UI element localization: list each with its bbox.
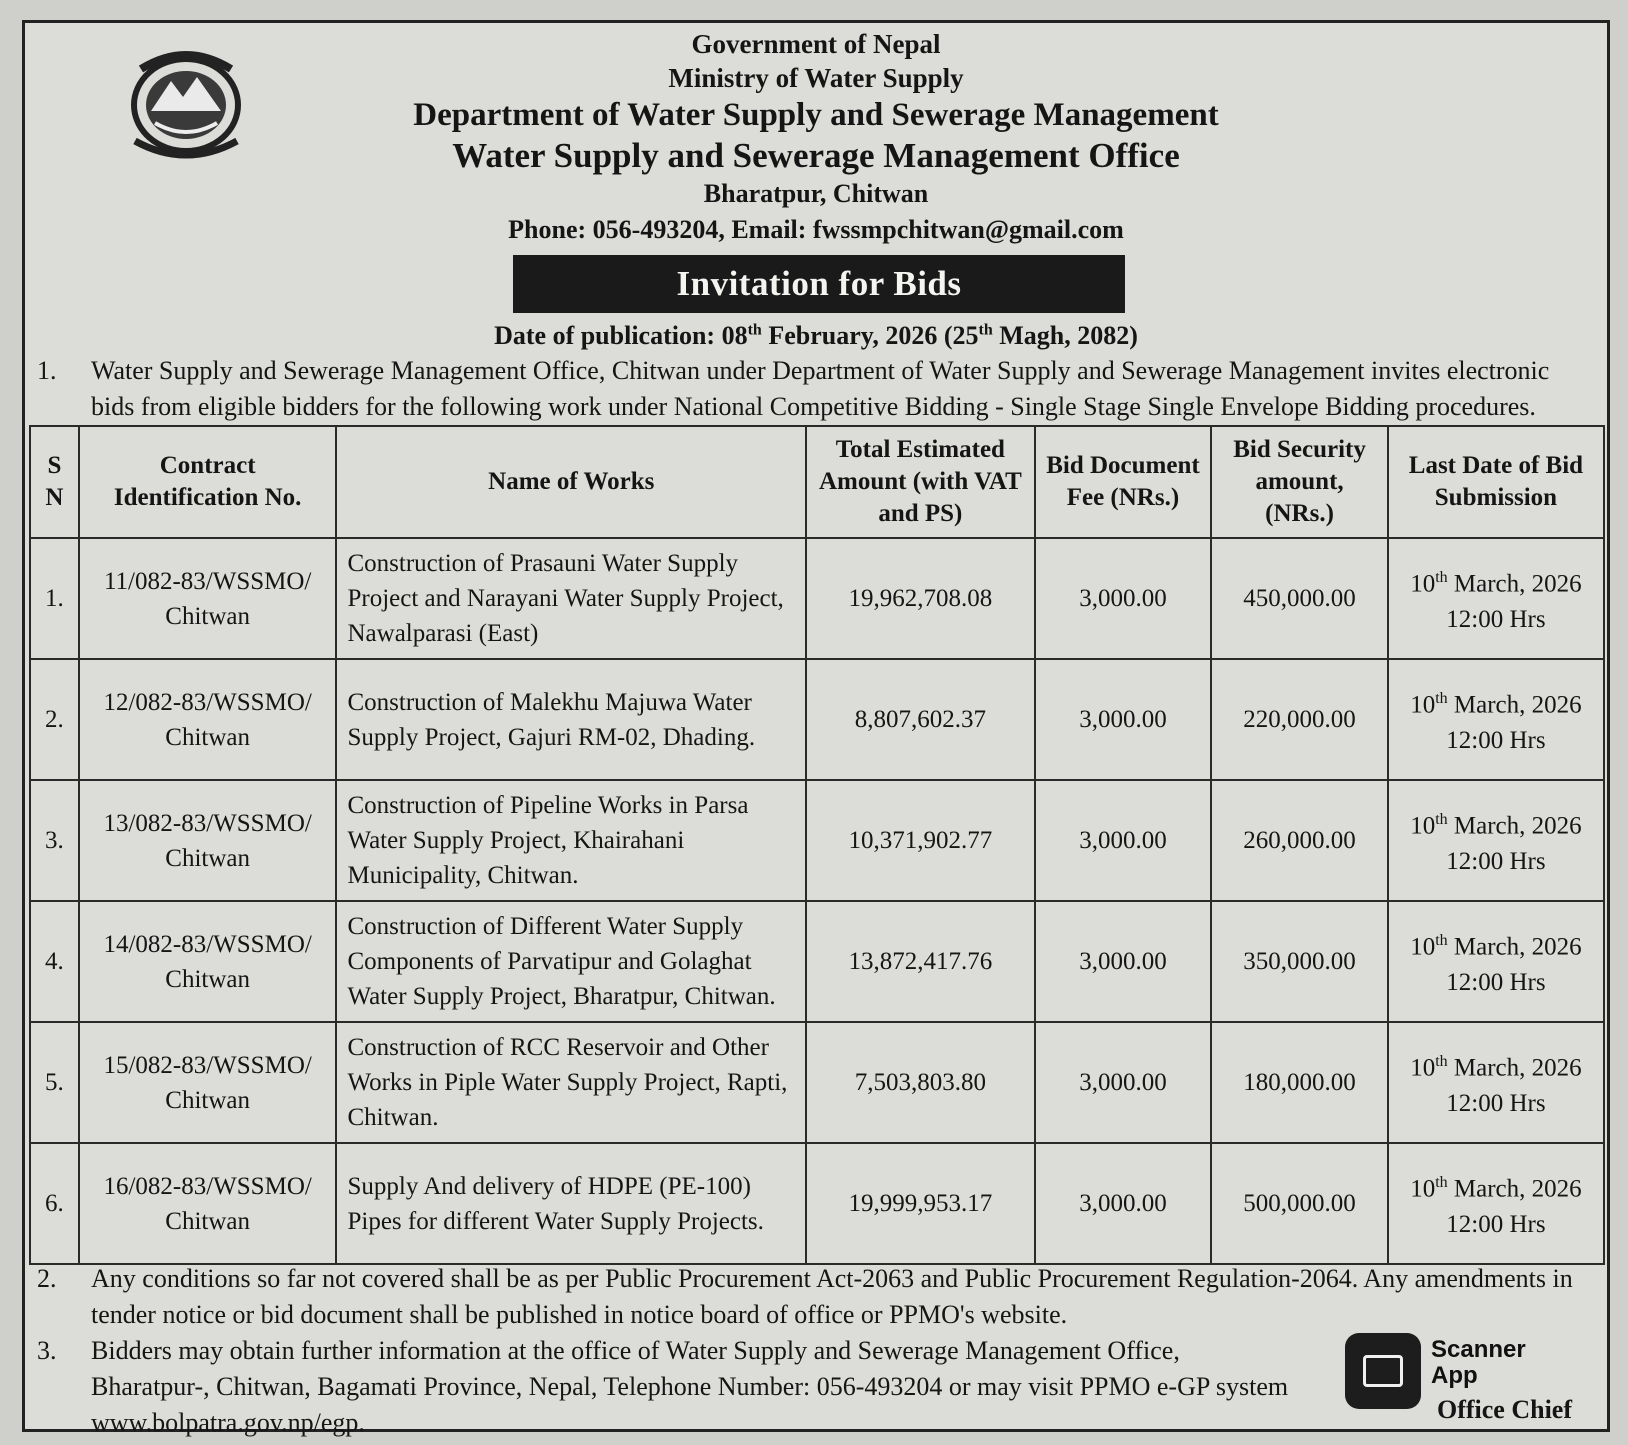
deadline-time: 12:00 Hrs [1446, 847, 1546, 875]
cell-contract-id: 11/082-83/WSSMO/ Chitwan [79, 538, 337, 659]
watermark-line-2: App [1431, 1362, 1478, 1389]
header-estimated-amount: Total Estimated Amount (with VAT and PS) [806, 426, 1035, 538]
paragraph-1 [37, 353, 1591, 425]
cell-estimated-amount: 19,999,953.17 [806, 1143, 1035, 1264]
cell-last-date [1388, 1022, 1604, 1143]
cell-sn: 3. [30, 780, 79, 901]
table-row [30, 780, 1604, 901]
publication-date: Date of publication: 08th February, 2026 (25th Magh, 2082) [494, 321, 1138, 350]
paragraph-number: 2. [37, 1264, 57, 1293]
cell-estimated-amount: 7,503,803.80 [806, 1022, 1035, 1143]
cell-estimated-amount: 13,872,417.76 [806, 901, 1035, 1022]
deadline-time: 12:00 Hrs [1446, 605, 1546, 633]
cell-contract-id: 12/082-83/WSSMO/ Chitwan [79, 659, 337, 780]
paragraph-2 [37, 1261, 1591, 1333]
cell-document-fee: 3,000.00 [1035, 659, 1212, 780]
cell-contract-id: 15/082-83/WSSMO/ Chitwan [79, 1022, 337, 1143]
scanner-app-icon [1345, 1333, 1421, 1409]
cell-last-date [1388, 780, 1604, 901]
table-row [30, 1022, 1604, 1143]
deadline-time: 12:00 Hrs [1446, 726, 1546, 754]
notice-title: Invitation for Bids [513, 255, 1125, 313]
cell-contract-id: 16/082-83/WSSMO/ Chitwan [79, 1143, 337, 1264]
table-header-row [30, 426, 1604, 538]
paragraph-text: Bidders may obtain further information at the office of Water Supply and Sewerage Management Office, Bharatpur-, Chitwan, Bagamati Province, Nepal, Telephone Number: 056-493204 or may visit PPMO e-GP system www.bolpatra.gov.np/egp. [91, 1336, 1289, 1437]
table-row [30, 659, 1604, 780]
table-row [30, 1143, 1604, 1264]
cell-document-fee: 3,000.00 [1035, 1022, 1212, 1143]
department-name: Department of Water Supply and Sewerage Management [413, 97, 1219, 133]
office-name: Water Supply and Sewerage Management Office [452, 136, 1180, 175]
cell-contract-id: 13/082-83/WSSMO/ Chitwan [79, 780, 337, 901]
paragraph-number: 1. [37, 356, 57, 385]
cell-document-fee: 3,000.00 [1035, 1143, 1212, 1264]
header-bid-security: Bid Security amount, (NRs.) [1211, 426, 1388, 538]
cell-name-of-works: Supply And delivery of HDPE (PE-100) Pipes for different Water Supply Projects. [336, 1143, 806, 1264]
cell-document-fee: 3,000.00 [1035, 538, 1212, 659]
cell-bid-security: 260,000.00 [1211, 780, 1388, 901]
cell-sn: 5. [30, 1022, 79, 1143]
office-location: Bharatpur, Chitwan [703, 179, 929, 208]
cell-bid-security: 350,000.00 [1211, 901, 1388, 1022]
deadline-date: 10th March, 2026 [1410, 811, 1582, 840]
cell-name-of-works: Construction of Pipeline Works in Parsa Water Supply Project, Khairahani Municipality, Chitwan. [336, 780, 806, 901]
header-contract-id: Contract Identification No. [79, 426, 337, 538]
cell-name-of-works: Construction of Prasauni Water Supply Project and Narayani Water Supply Project, Nawalparasi (East) [336, 538, 806, 659]
table-row [30, 538, 1604, 659]
cell-name-of-works: Construction of Different Water Supply Components of Parvatipur and Golaghat Water Supply Project, Bharatpur, Chitwan. [336, 901, 806, 1022]
scanner-app-watermark [1431, 1337, 1526, 1389]
header-sn: S N [30, 426, 79, 538]
cell-estimated-amount: 8,807,602.37 [806, 659, 1035, 780]
cell-name-of-works: Construction of Malekhu Majuwa Water Supply Project, Gajuri RM-02, Dhading. [336, 659, 806, 780]
cell-last-date [1388, 1143, 1604, 1264]
ministry-name: Ministry of Water Supply [668, 63, 964, 93]
cell-document-fee: 3,000.00 [1035, 780, 1212, 901]
cell-bid-security: 450,000.00 [1211, 538, 1388, 659]
cell-bid-security: 220,000.00 [1211, 659, 1388, 780]
cell-sn: 6. [30, 1143, 79, 1264]
deadline-time: 12:00 Hrs [1446, 968, 1546, 996]
paragraph-text: Water Supply and Sewerage Management Office, Chitwan under Department of Water Supply and Sewerage Management invites electronic bids from eligible bidders for the following work under National Competitive Bidding - Single Stage Single Envelope Bidding procedures. [91, 356, 1550, 421]
bids-table [29, 425, 1605, 1265]
deadline-date: 10th March, 2026 [1410, 1053, 1582, 1082]
cell-bid-security: 500,000.00 [1211, 1143, 1388, 1264]
cell-last-date [1388, 901, 1604, 1022]
table-row [30, 901, 1604, 1022]
paragraph-text: Any conditions so far not covered shall be as per Public Procurement Act-2063 and Public Procurement Regulation-2064. Any amendments in tender notice or bid document shall be published in notice board of office or PPMO's website. [91, 1264, 1573, 1329]
deadline-date: 10th March, 2026 [1410, 569, 1582, 598]
contact-line: Phone: 056-493204, Email: fwssmpchitwan@gmail.com [508, 215, 1124, 244]
cell-last-date [1388, 538, 1604, 659]
cell-document-fee: 3,000.00 [1035, 901, 1212, 1022]
cell-name-of-works: Construction of RCC Reservoir and Other Works in Piple Water Supply Project, Rapti, Chitwan. [336, 1022, 806, 1143]
deadline-time: 12:00 Hrs [1446, 1210, 1546, 1238]
govt-name: Government of Nepal [691, 29, 941, 59]
deadline-date: 10th March, 2026 [1410, 1174, 1582, 1203]
deadline-date: 10th March, 2026 [1410, 932, 1582, 961]
cell-contract-id: 14/082-83/WSSMO/ Chitwan [79, 901, 337, 1022]
header-document-fee: Bid Document Fee (NRs.) [1035, 426, 1212, 538]
header-name-of-works: Name of Works [336, 426, 806, 538]
signature-title: Office Chief [1437, 1395, 1573, 1424]
watermark-line-1: Scanner [1431, 1336, 1526, 1363]
cell-last-date [1388, 659, 1604, 780]
cell-estimated-amount: 19,962,708.08 [806, 538, 1035, 659]
cell-sn: 1. [30, 538, 79, 659]
cell-sn: 4. [30, 901, 79, 1022]
deadline-time: 12:00 Hrs [1446, 1089, 1546, 1117]
header-last-date: Last Date of Bid Submission [1388, 426, 1604, 538]
cell-estimated-amount: 10,371,902.77 [806, 780, 1035, 901]
notice-page [22, 20, 1610, 1437]
letterhead [25, 27, 1607, 249]
cell-sn: 2. [30, 659, 79, 780]
paragraph-number: 3. [37, 1336, 57, 1365]
cell-bid-security: 180,000.00 [1211, 1022, 1388, 1143]
deadline-date: 10th March, 2026 [1410, 690, 1582, 719]
